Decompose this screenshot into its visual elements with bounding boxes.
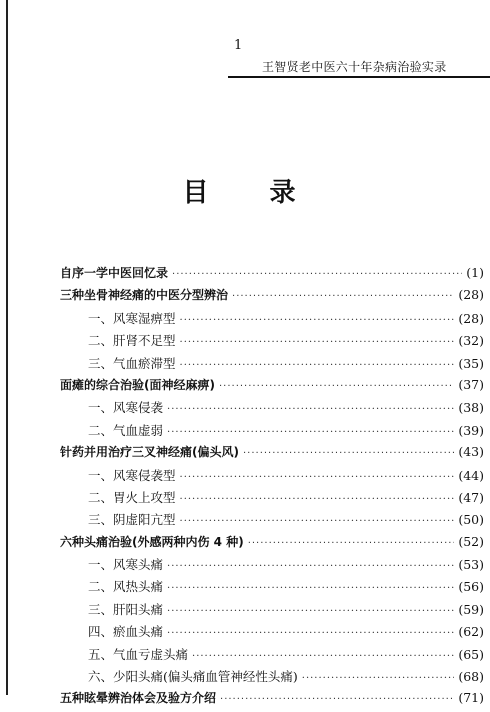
toc-entry-title: 六种头痛治验(外感两种内伤 4 种) bbox=[60, 534, 244, 549]
toc-page-number: (59) bbox=[458, 601, 484, 617]
toc-page-number: (32) bbox=[458, 333, 484, 349]
toc-entry-title: 五、气血亏虚头痛 bbox=[88, 646, 189, 662]
toc-section-row bbox=[60, 645, 484, 667]
toc-section-row bbox=[60, 577, 484, 599]
toc-leader-dots bbox=[243, 448, 454, 459]
toc-section-row bbox=[60, 466, 484, 488]
toc-section-row bbox=[60, 421, 484, 443]
toc-entry-title: 自序一学中医回忆录 bbox=[60, 266, 169, 280]
page-title: 目 录 bbox=[182, 178, 322, 208]
toc-leader-dots bbox=[180, 337, 455, 348]
toc-leader-dots bbox=[232, 291, 454, 302]
table-of-contents bbox=[60, 264, 484, 712]
toc-leader-dots bbox=[180, 360, 455, 371]
toc-page-number: (52) bbox=[458, 533, 484, 549]
toc-page-number: (43) bbox=[458, 444, 484, 460]
toc-entry-title: 二、肝肾不足型 bbox=[88, 333, 176, 349]
toc-page-number: (56) bbox=[458, 579, 484, 595]
running-header: 王智贤老中医六十年杂病治验实录 bbox=[262, 60, 447, 74]
toc-page-number: (28) bbox=[458, 287, 484, 303]
toc-section-row bbox=[60, 622, 484, 644]
toc-entry-title: 二、胃火上攻型 bbox=[88, 489, 176, 505]
toc-entry-title: 三、气血瘀滞型 bbox=[88, 355, 176, 371]
toc-entry-title: 四、瘀血头痛 bbox=[88, 624, 164, 640]
toc-leader-dots bbox=[167, 561, 454, 572]
toc-page-number: (62) bbox=[458, 624, 484, 640]
toc-page-number: (68) bbox=[458, 669, 484, 685]
toc-page-number: (65) bbox=[458, 646, 484, 662]
toc-leader-dots bbox=[302, 673, 455, 684]
toc-entry-title: 六、少阳头痛(偏头痛血管神经性头痛) bbox=[88, 669, 298, 685]
toc-chapter-row bbox=[60, 286, 484, 308]
toc-leader-dots bbox=[172, 269, 462, 280]
toc-section-row bbox=[60, 398, 484, 420]
toc-page-number: (39) bbox=[458, 422, 484, 438]
header-rule bbox=[228, 76, 490, 78]
toc-chapter-row bbox=[60, 264, 484, 286]
toc-entry-title: 一、风寒侵袭 bbox=[88, 400, 164, 416]
toc-leader-dots bbox=[219, 381, 454, 392]
toc-page-number: (50) bbox=[458, 512, 484, 528]
toc-page-number: (1) bbox=[466, 265, 484, 280]
toc-leader-dots bbox=[248, 538, 455, 549]
toc-entry-title: 二、气血虚弱 bbox=[88, 422, 164, 438]
toc-entry-title: 二、风热头痛 bbox=[88, 579, 164, 595]
toc-section-row bbox=[60, 510, 484, 532]
toc-chapter-row bbox=[60, 443, 484, 465]
toc-page-number: (71) bbox=[458, 690, 484, 706]
toc-chapter-row bbox=[60, 376, 484, 398]
toc-entry-title: 三种坐骨神经痛的中医分型辨治 bbox=[60, 288, 229, 303]
toc-entry-title: 针药并用治疗三叉神经痛(偏头风) bbox=[60, 445, 239, 460]
toc-leader-dots bbox=[180, 516, 455, 527]
toc-section-row bbox=[60, 488, 484, 510]
toc-section-row bbox=[60, 600, 484, 622]
page-number: 1 bbox=[234, 38, 243, 53]
toc-entry-title: 三、阴虚阳亢型 bbox=[88, 512, 176, 528]
toc-entry-title: 一、风寒湿痹型 bbox=[88, 310, 176, 326]
toc-leader-dots bbox=[167, 427, 454, 438]
toc-leader-dots bbox=[192, 651, 454, 662]
toc-page-number: (47) bbox=[458, 489, 484, 505]
toc-section-row bbox=[60, 555, 484, 577]
toc-leader-dots bbox=[180, 494, 455, 505]
toc-leader-dots bbox=[167, 404, 454, 415]
toc-section-row bbox=[60, 309, 484, 331]
toc-page-number: (35) bbox=[458, 355, 484, 371]
toc-chapter-row bbox=[60, 689, 484, 711]
toc-leader-dots bbox=[167, 628, 454, 639]
toc-entry-title: 一、风寒头痛 bbox=[88, 557, 164, 573]
toc-leader-dots bbox=[180, 472, 455, 483]
toc-section-row bbox=[60, 354, 484, 376]
toc-section-row bbox=[60, 667, 484, 689]
toc-page-number: (28) bbox=[458, 310, 484, 326]
toc-page-number: (38) bbox=[458, 400, 484, 416]
toc-entry-title: 面瘫的综合治验(面神经麻痹) bbox=[60, 377, 215, 392]
toc-page-number: (53) bbox=[458, 557, 484, 573]
toc-page-number: (44) bbox=[458, 467, 484, 483]
toc-leader-dots bbox=[167, 583, 454, 594]
toc-entry-title: 五种眩晕辨治体会及验方介绍 bbox=[60, 691, 217, 706]
toc-entry-title: 三、肝阳头痛 bbox=[88, 601, 164, 617]
toc-page-number: (37) bbox=[458, 376, 484, 392]
toc-section-row bbox=[60, 331, 484, 353]
page-binding-edge bbox=[6, 0, 8, 695]
toc-leader-dots bbox=[180, 315, 455, 326]
toc-leader-dots bbox=[220, 694, 454, 705]
toc-leader-dots bbox=[167, 606, 454, 617]
toc-chapter-row bbox=[60, 533, 484, 555]
toc-entry-title: 一、风寒侵袭型 bbox=[88, 467, 176, 483]
